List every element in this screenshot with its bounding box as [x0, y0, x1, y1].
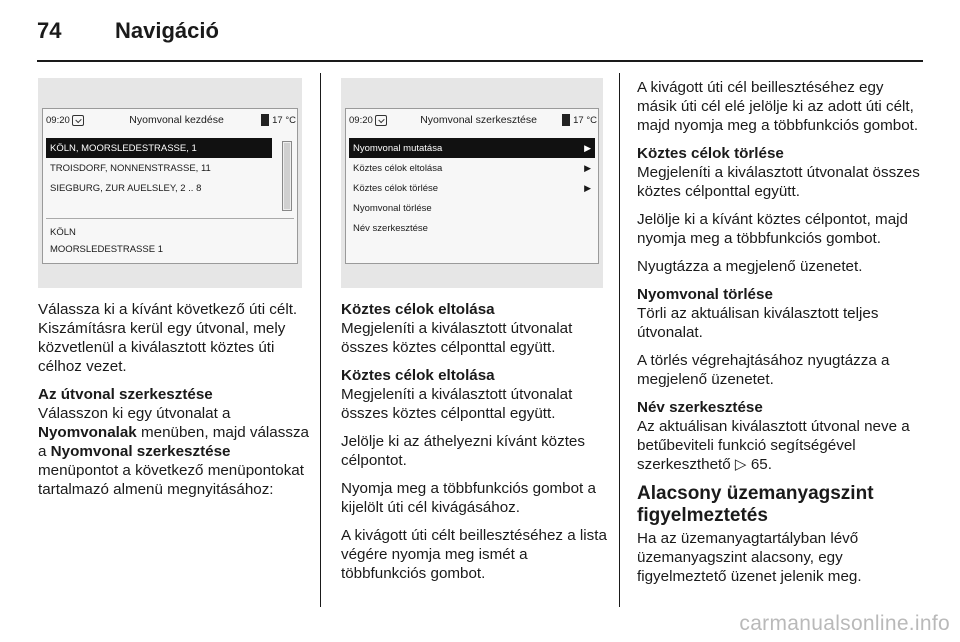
destination-street: MOORSLEDESTRASSE 1 [50, 244, 163, 255]
chevron-right-icon: ▶ [584, 182, 591, 193]
list-item[interactable]: KÖLN, MOORSLEDESTRASSE, 1 [46, 138, 272, 158]
section-heading: Név szerkesztése [637, 399, 763, 416]
column-1 [38, 300, 310, 508]
destination-city: KÖLN [50, 227, 76, 238]
paragraph: Törli az aktuálisan kiválasztott teljes útvonalat. [637, 305, 879, 341]
navigation-icon [375, 115, 387, 126]
paragraph: Nyugtázza a megjelenő üzenetet. [637, 258, 863, 275]
section-heading: Az útvonal szerkesztése [38, 386, 213, 403]
paragraph: A kivágott úti cél beillesztéséhez egy másik úti cél elé jelölje ki az adott úti célt, majd nyomja meg a többfunkciós gombot. [637, 79, 919, 134]
clock: 09:20 [46, 114, 70, 126]
divider [46, 218, 294, 219]
paragraph: A kivágott úti célt beillesztéséhez a lista végére nyomja meg ismét a többfunkciós gombot. [341, 527, 607, 582]
section-heading: Köztes célok törlése [637, 145, 784, 162]
list-item[interactable]: SIEGBURG, ZUR AUELSLEY, 2 .. 8 [50, 182, 202, 194]
route-edit-menu [349, 138, 595, 238]
section-heading: Köztes célok eltolása [341, 367, 495, 384]
thermometer-icon [562, 114, 570, 126]
screen-title: Nyomvonal kezdése [129, 114, 224, 126]
destination-details [50, 224, 163, 258]
status-bar [46, 111, 296, 129]
arrow-reference-icon: ▷ [734, 456, 747, 473]
section-heading: Köztes célok eltolása [341, 301, 495, 318]
thermometer-icon [261, 114, 269, 126]
menu-item-edit-name[interactable]: Név szerkesztése [353, 222, 428, 234]
paragraph: Válassza ki a kívánt következő úti célt. Kiszámításra kerül egy útvonal, mely közvetlenül a kiválasztott köztes úti célhoz vezet. [38, 301, 298, 375]
menu-item-delete-route[interactable]: Nyomvonal törlése [353, 202, 432, 214]
column-3 [637, 78, 927, 595]
scrollbar-thumb[interactable] [284, 143, 290, 209]
page-header [37, 18, 219, 48]
column-2 [341, 300, 609, 592]
destination-list [46, 138, 272, 198]
paragraph: Jelölje ki a kívánt köztes célpontot, majd nyomja meg a többfunkciós gombot. [637, 211, 908, 247]
paragraph: A törlés végrehajtásához nyugtázza a megjelenő üzenetet. [637, 352, 890, 388]
paragraph: Megjeleníti a kiválasztott útvonalat összes köztes célponttal együtt. [637, 164, 920, 200]
menu-item-delete-waypoints[interactable]: Köztes célok törlése ▶ [353, 182, 591, 194]
route-edit-screenshot [341, 78, 603, 288]
paragraph: Ha az üzemanyagtartályban lévő üzemanyagszint alacsony, egy figyelmeztető üzenet jelenik meg. [637, 530, 862, 585]
paragraph: Jelölje ki az áthelyezni kívánt köztes célpontot. [341, 433, 585, 469]
list-item[interactable]: TROISDORF, NONNENSTRASSE, 11 [50, 162, 211, 174]
paragraph: Megjeleníti a kiválasztott útvonalat összes köztes célponttal együtt. [341, 320, 573, 356]
clock: 09:20 [349, 114, 373, 126]
chevron-right-icon: ▶ [584, 142, 591, 153]
page-number: 74 [37, 18, 62, 43]
header-rule [37, 60, 923, 62]
chevron-right-icon: ▶ [584, 162, 591, 173]
paragraph: Megjeleníti a kiválasztott útvonalat összes köztes célponttal együtt. [341, 386, 573, 422]
column-divider-1 [320, 73, 321, 607]
paragraph: Az aktuálisan kiválasztott útvonal neve a betűbeviteli funkció segítségével szerkeszthető ▷ 65. [637, 418, 910, 473]
column-divider-2 [619, 73, 620, 607]
watermark: carmanualsonline.info [739, 612, 950, 635]
paragraph: Nyomja meg a többfunkciós gombot a kijelölt úti cél kivágásához. [341, 480, 596, 516]
navigation-icon [72, 115, 84, 126]
scrollbar[interactable] [282, 141, 292, 211]
paragraph: Válasszon ki egy útvonalat a Nyomvonalak menüben, majd válassza a Nyomvonal szerkesztése menüpontot a következő menüpontokat tartalmazó almenü megnyitásához: [38, 405, 309, 498]
temperature: 17 °C [272, 114, 296, 126]
status-bar [349, 111, 597, 129]
screen-title: Nyomvonal szerkesztése [420, 114, 537, 126]
section-heading: Nyomvonal törlése [637, 286, 773, 303]
menu-item-show-route[interactable]: Nyomvonal mutatása ▶ [349, 138, 595, 158]
route-start-screenshot [38, 78, 302, 288]
section-heading-large: Alacsony üzemanyagszint figyelmeztetés [637, 483, 874, 526]
temperature: 17 °C [573, 114, 597, 126]
page-title: Navigáció [115, 18, 219, 43]
menu-item-move-waypoints[interactable]: Köztes célok eltolása ▶ [353, 162, 591, 174]
